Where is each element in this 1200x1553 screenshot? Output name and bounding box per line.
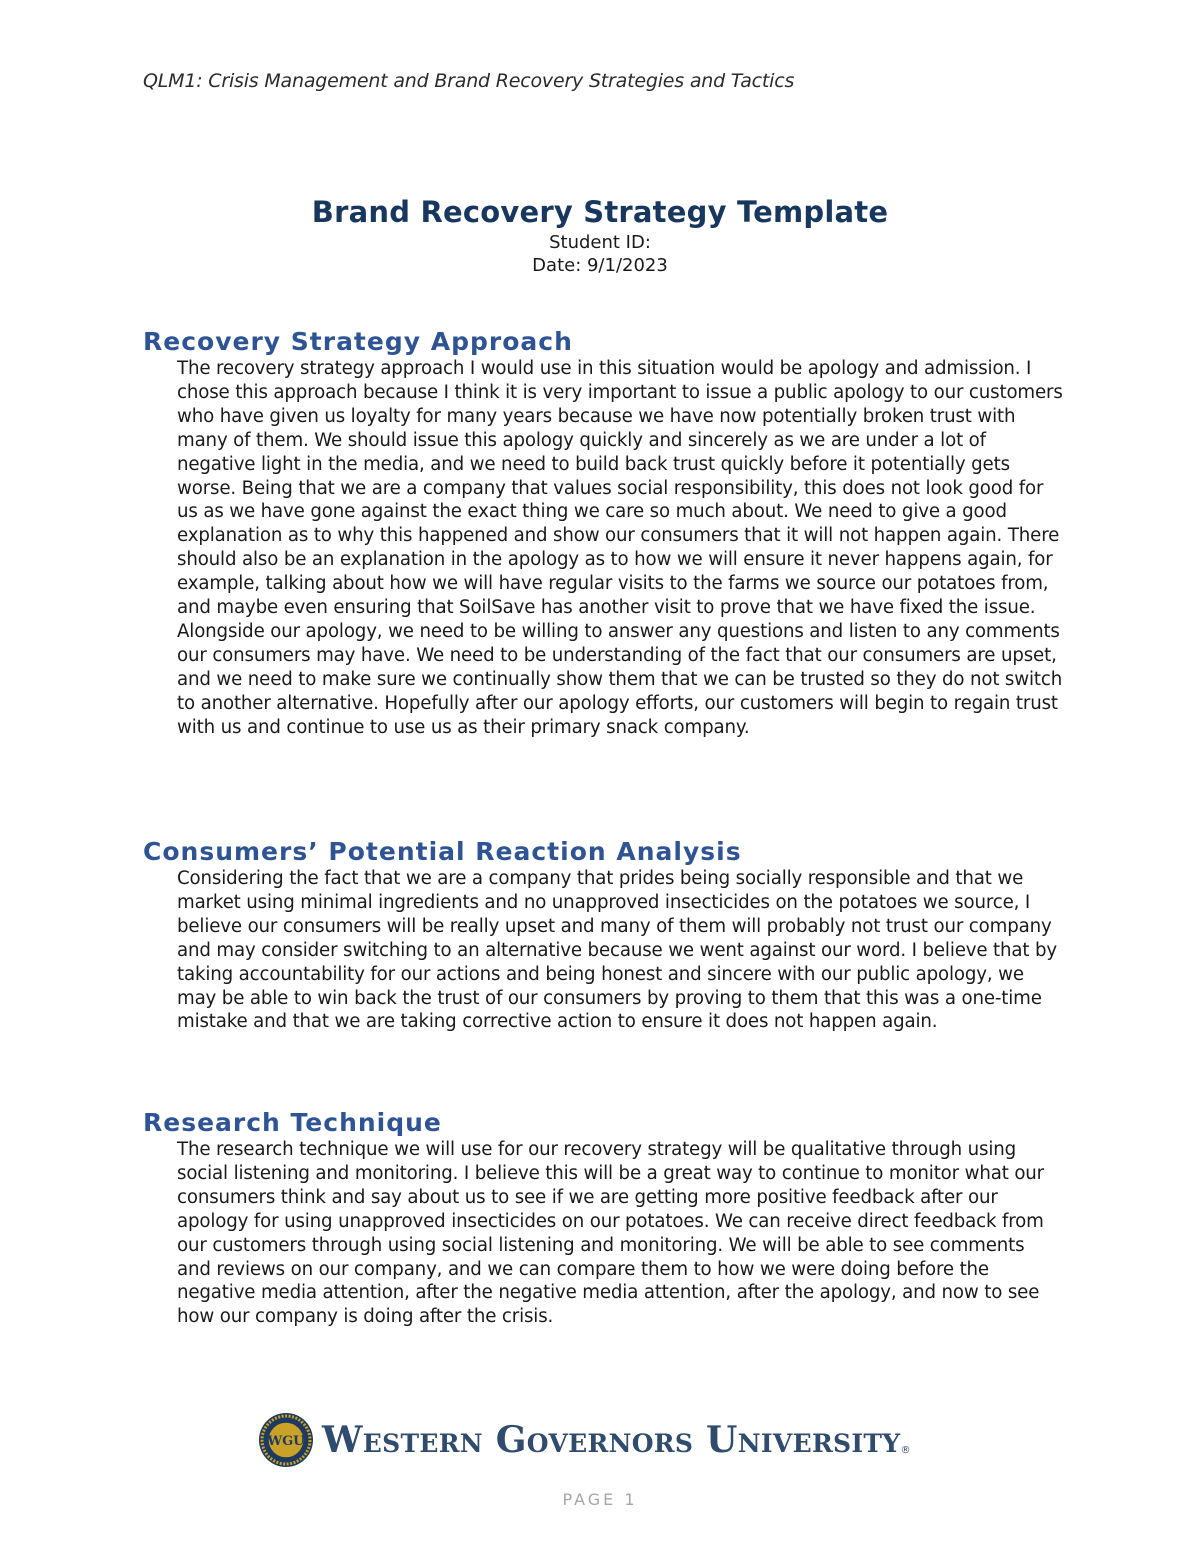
- section-recovery-strategy: [143, 327, 1063, 740]
- page-footer: [0, 1490, 1200, 1509]
- page-label: PAGE: [562, 1490, 617, 1509]
- wgu-seal-icon: [258, 1412, 314, 1468]
- page-number: 1: [624, 1490, 638, 1509]
- seal-lettering: WGU: [267, 1434, 305, 1449]
- title-block: [0, 193, 1200, 277]
- section-heading: Consumers’ Potential Reaction Analysis: [143, 837, 742, 866]
- section-body: Considering the fact that we are a company that prides being socially responsible and that we market using minimal ingredients and no unapproved insecticides on the potatoes we source, I believe our consumers will be really upset and many of them will probably not trust our company and may consider switching to an alternative because we went against our word. I believe that by taking accountability for our actions and being honest and sincere with our public apology, we may be able to win back the trust of our consumers by proving to them that this was a one-time mistake and that we are taking corrective action to ensure it does not happen again.: [177, 868, 1058, 1033]
- trademark-symbol: ®: [900, 1445, 911, 1456]
- running-header: QLM1: Crisis Management and Brand Recovery Strategies and Tactics: [143, 70, 795, 92]
- student-id-line: Student ID:: [549, 232, 651, 253]
- section-consumer-reaction: [143, 837, 1063, 1034]
- section-body: The recovery strategy approach I would use in this situation would be apology and admission. I chose this approach because I think it is very important to issue a public apology to our customers who have given us loyalty for many years because we have now potentially broken trust with many of them. We should issue this apology quickly and sincerely as we are under a lot of negative light in the media, and we need to build back trust quickly before it potentially gets worse. Being that we are a company that values social responsibility, this does not look good for us as we have gone against the exact thing we care so much about. We need to give a good explanation as to why this happened and show our consumers that it will not happen again. There should also be an explanation in the apology as to how we will ensure it never happens again, for example, talking about how we will have regular visits to the farms we source our potatoes from, and maybe even ensuring that SoilSave has another visit to prove that we have fixed the issue. Alongside our apology, we need to be willing to answer any questions and listen to any comments our consumers may have. We need to be understanding of the fact that our consumers are upset, and we need to make sure we continually show them that we can be trusted so they do not switch to another alternative. Hopefully after our apology efforts, our customers will begin to regain trust with us and continue to use us as their primary snack company.: [177, 358, 1063, 738]
- section-heading: Research Technique: [143, 1108, 442, 1137]
- section-research-technique: [143, 1108, 1063, 1329]
- document-title: Brand Recovery Strategy Template: [311, 195, 889, 229]
- wgu-wordmark: Western Governors University: [322, 1419, 901, 1461]
- section-heading: Recovery Strategy Approach: [143, 327, 573, 356]
- section-body: The research technique we will use for our recovery strategy will be qualitative through using social listening and monitoring. I believe this will be a great way to continue to monitor what our consumers think and say about us to see if we are getting more positive feedback after our apology for using unapproved insecticides on our potatoes. We can receive direct feedback from our customers through using social listening and monitoring. We will be able to see comments and reviews on our company, and we can compare them to how we were doing before the negative media attention, after the negative media attention, after the apology, and now to see how our company is doing after the crisis.: [177, 1139, 1045, 1328]
- date-line: Date: 9/1/2023: [532, 255, 668, 276]
- wgu-logo: [258, 1412, 910, 1468]
